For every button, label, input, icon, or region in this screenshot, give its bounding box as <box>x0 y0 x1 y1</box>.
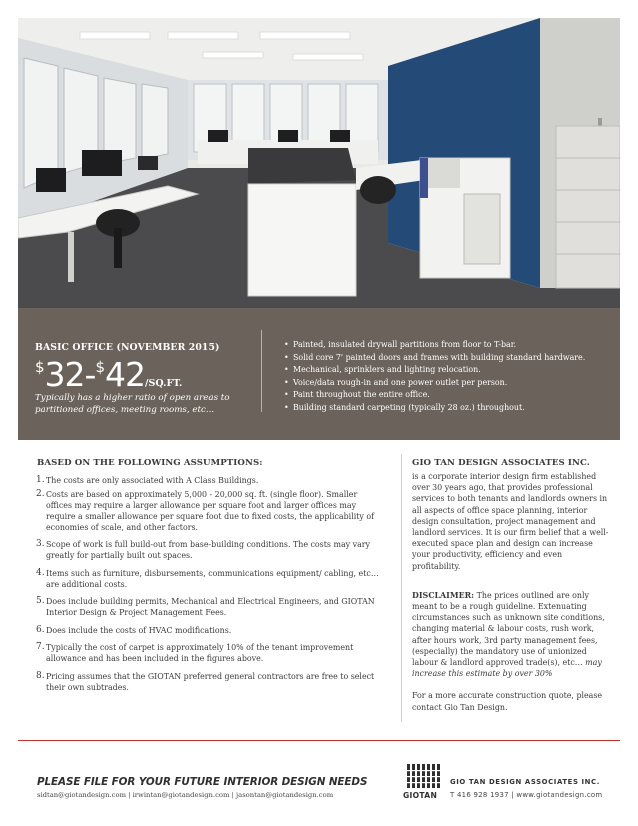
assumption-item <box>37 596 381 618</box>
company-section <box>412 458 612 713</box>
assumptions-list <box>37 475 381 693</box>
band-divider <box>261 330 262 412</box>
currency-symbol-low: $ <box>35 358 45 376</box>
assumption-item <box>37 539 381 561</box>
assumption-item <box>37 671 381 693</box>
footer-contact: T 416 928 1937 | www.giotandesign.com <box>450 791 603 799</box>
footer-rule <box>18 740 620 741</box>
price-unit: /SQ.FT. <box>145 378 183 389</box>
assumption-text: Typically the cost of carpet is approximately 10% of the tenant improvement allowance and has been included in the figures above. <box>46 643 354 663</box>
assumption-text: Items such as furniture, disbursements, communications equipment/ cabling, etc…are additional costs. <box>46 568 379 589</box>
currency-symbol-high: $ <box>95 358 105 376</box>
assumption-number: 3. <box>36 539 45 549</box>
feature-list <box>284 339 614 414</box>
price-band <box>18 308 620 440</box>
assumption-number: 5. <box>36 596 45 606</box>
price-low: 32- <box>44 355 96 394</box>
assumption-text: Does include the costs of HVAC modifications. <box>46 625 232 635</box>
price-note: Typically has a higher ratio of open areas to partitioned offices, meeting rooms, etc... <box>35 393 230 415</box>
company-heading: GIO TAN DESIGN ASSOCIATES INC. <box>412 458 590 468</box>
price-range <box>35 355 183 394</box>
feature-item: • Paint throughout the entire office. <box>284 389 614 402</box>
assumption-number: 6. <box>36 624 45 635</box>
contact-prompt: For a more accurate construction quote, please contact Gio Tan Design. <box>412 691 603 712</box>
assumption-item <box>37 475 381 486</box>
logo-wordmark: GIOTAN <box>403 791 438 800</box>
price-band-title: BASIC OFFICE (NOVEMBER 2015) <box>35 342 220 353</box>
footer-title: PLEASE FILE FOR YOUR FUTURE INTERIOR DESIGN NEEDS <box>37 776 368 788</box>
assumption-item <box>37 625 381 636</box>
feature-item: • Painted, insulated drywall partitions from floor to T-bar. <box>284 339 614 352</box>
assumption-text: Pricing assumes that the GIOTAN preferred general contractors are free to select their own subtrades. <box>46 671 375 692</box>
assumption-item <box>37 568 381 590</box>
assumption-text: The costs are only associated with A Class Buildings. <box>46 476 259 485</box>
assumption-number: 1. <box>36 475 45 485</box>
assumption-item <box>37 489 381 533</box>
assumption-number: 2. <box>36 488 45 499</box>
company-about: is a corporate interior design firm established over 30 years ago, that provides professional services to both tenants and landlords owners in all aspects of office space planning, interior design consultation, project management and landlord services. It is our firm belief that a well-executed space plan and design can increase your productivity, efficiency and even profitability. <box>412 472 609 571</box>
assumption-text: Costs are based on approximately 5,000 - 20,000 sq. ft. (single floor). Smaller offices may require a larger allowance per square foot and larger offices may require a smaller allowance per square foot due to fixed costs, the applicability of economies of scale, and other factors. <box>46 489 375 532</box>
office-interior-illustration <box>18 18 620 308</box>
price-high: 42 <box>105 355 145 394</box>
footer-company-name: GIO TAN DESIGN ASSOCIATES INC. <box>450 778 600 786</box>
assumption-number: 7. <box>36 642 45 652</box>
feature-item: • Building standard carpeting (typically 28 oz.) throughout. <box>284 402 614 415</box>
feature-item: • Solid core 7' painted doors and frames with building standard hardware. <box>284 352 614 365</box>
column-divider <box>401 454 402 722</box>
assumption-text: Scope of work is full build-out from base-building conditions. The costs may vary greatly for partially built out spaces. <box>46 540 371 560</box>
office-photo <box>18 18 620 308</box>
assumptions-section <box>37 458 381 699</box>
disclaimer-emphasis: may increase this estimate by over 30% <box>412 658 602 679</box>
disclaimer-text: The prices outlined are only meant to be a rough guideline. Extenuating circumstances such as unknown site conditions, changing material & labour costs, rush work, after hours work, 3rd party management fees, (especially) the mandatory use of unionized labour & landlord approved trade(s), etc… <box>412 590 605 668</box>
assumption-number: 8. <box>36 670 45 681</box>
feature-item: • Mechanical, sprinklers and lighting relocation. <box>284 364 614 377</box>
price-summary <box>35 308 267 440</box>
assumptions-heading: BASED ON THE FOLLOWING ASSUMPTIONS: <box>37 458 263 468</box>
disclaimer-label: DISCLAIMER: <box>412 590 475 600</box>
assumption-text: Does include building permits, Mechanical and Electrical Engineers, and GIOTAN Interior Design & Project Management Fees. <box>46 597 375 617</box>
disclaimer <box>412 590 612 680</box>
assumption-number: 4. <box>36 567 45 578</box>
footer-emails: sidtan@giotandesign.com | irwintan@giotandesign.com | jasontan@giotandesign.com <box>37 791 334 799</box>
feature-item: • Voice/data rough-in and one power outlet per person. <box>284 377 614 390</box>
assumption-item <box>37 642 381 664</box>
